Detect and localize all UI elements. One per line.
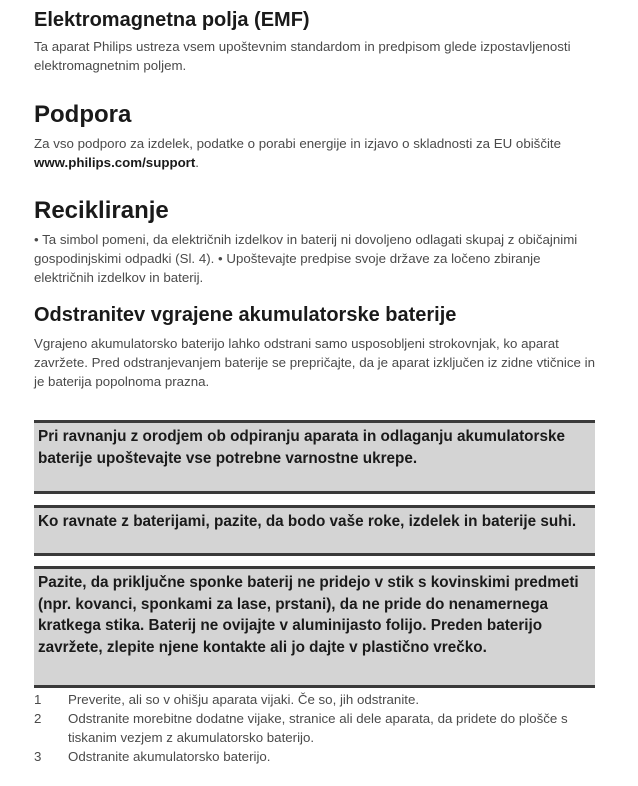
battery-removal-heading: Odstranitev vgrajene akumulatorske baterije <box>34 304 457 326</box>
emf-section <box>34 8 604 75</box>
emf-heading: Elektromagnetna polja (EMF) <box>34 9 310 31</box>
recycling-heading: Recikliranje <box>34 197 169 224</box>
step-text: Odstranite akumulatorsko baterijo. <box>68 749 271 764</box>
recycling-section <box>34 197 604 287</box>
warning-box-tools: Pri ravnanju z orodjem ob odpiranju aparata in odlaganju akumulatorske baterije upoštevajte vse potrebne varnostne ukrepe. <box>34 420 595 494</box>
recycling-text: • Ta simbol pomeni, da električnih izdelkov in baterij ni dovoljeno odlagati skupaj z običajnimi gospodinjskimi odpadki (Sl. 4). • Upoštevajte predpise svoje države za ločeno zbiranje električnih izdelkov in baterij. <box>34 232 578 285</box>
list-item <box>34 690 604 709</box>
battery-removal-section <box>34 303 604 391</box>
emf-text: Ta aparat Philips ustreza vsem upoštevnim standardom in predpisom glede izpostavljenosti elektromagnetnim poljem. <box>34 39 571 73</box>
warning-box-short-circuit: Pazite, da priključne sponke baterij ne pridejo v stik s kovinskimi predmeti (npr. kovanci, sponkami za lase, prstani), da ne pride do nenamernega kratkega stika. Baterij ne ovijajte v aluminijasto folijo. Preden baterijo zavržete, zlepite njene kontakte ali jo dajte v plastično vrečko. <box>34 566 595 688</box>
support-heading: Podpora <box>34 101 132 128</box>
list-item <box>34 747 604 766</box>
support-section <box>34 101 604 172</box>
support-text-after: . <box>195 155 199 170</box>
battery-removal-text: Vgrajeno akumulatorsko baterijo lahko odstrani samo usposobljeni strokovnjak, ko aparat zavržete. Pred odstranjevanjem baterije se prepričajte, da je aparat izključen iz zidne vtičnice in je baterija popolnoma prazna. <box>34 336 595 389</box>
step-number: 1 <box>34 692 42 707</box>
warning-box-dry-hands: Ko ravnate z baterijami, pazite, da bodo vaše roke, izdelek in baterije suhi. <box>34 505 595 556</box>
step-number: 2 <box>34 711 42 726</box>
support-url-link[interactable]: www.philips.com/support <box>34 155 196 170</box>
removal-steps-list <box>34 690 604 766</box>
step-text: Preverite, ali so v ohišju aparata vijaki. Če so, jih odstranite. <box>68 692 420 707</box>
step-number: 3 <box>34 749 42 764</box>
support-text <box>34 134 604 172</box>
step-text: Odstranite morebitne dodatne vijake, stranice ali dele aparata, da pridete do plošče s tiskanim vezjem z akumulatorsko baterijo. <box>68 711 568 745</box>
list-item <box>34 709 604 747</box>
support-text-before: Za vso podporo za izdelek, podatke o porabi energije in izjavo o skladnosti za EU obiščite <box>34 136 562 151</box>
